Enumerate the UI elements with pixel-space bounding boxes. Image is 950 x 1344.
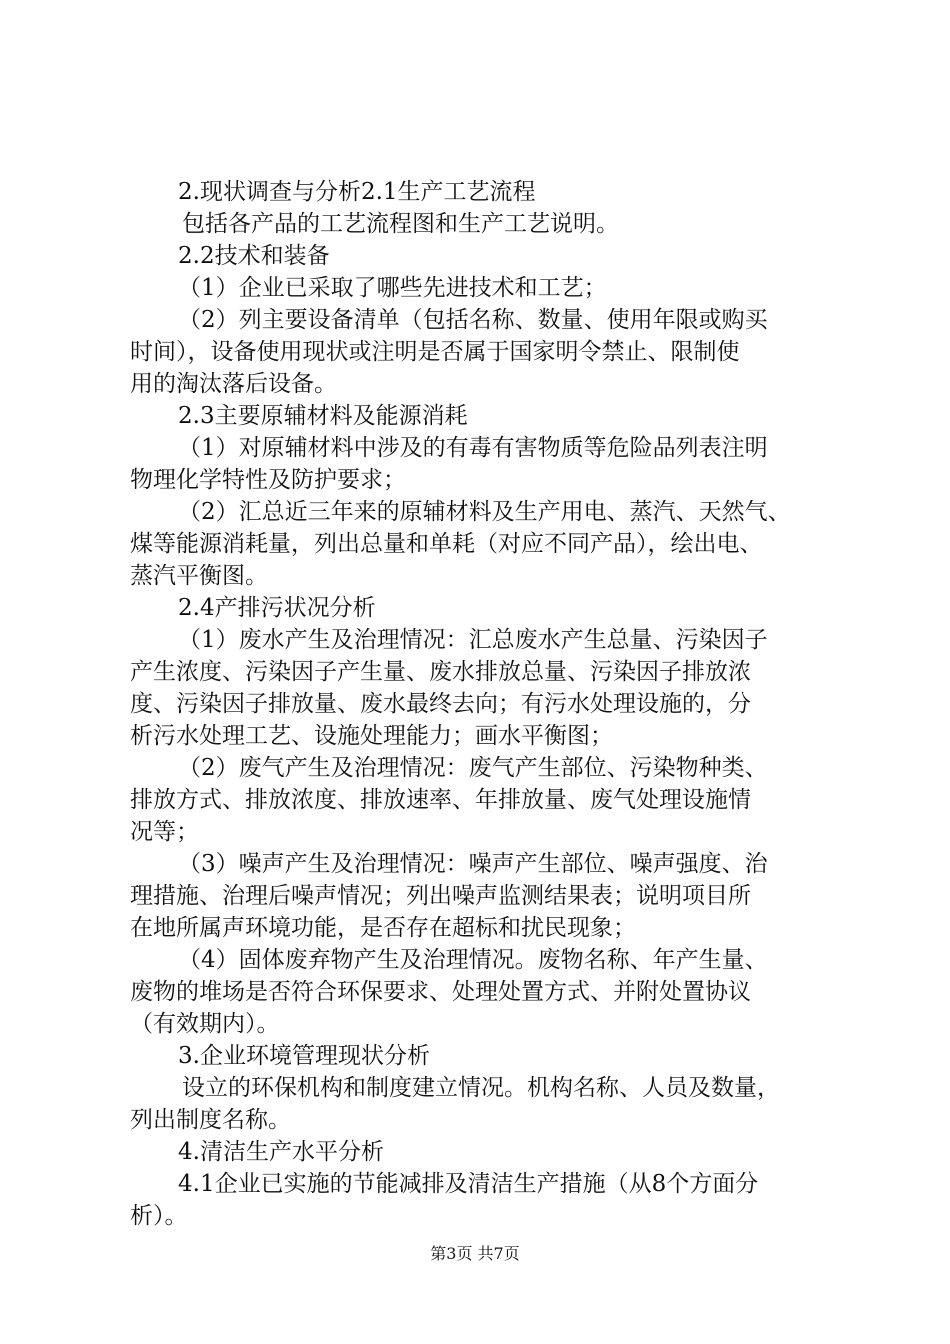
heading-section-3: 3.企业环境管理现状分析 [178, 1043, 430, 1069]
paragraph-line: 时间），设备使用现状或注明是否属于国家明令禁止、限制使 [130, 339, 740, 365]
paragraph-line: 析污水处理工艺、设施处理能力；画水平衡图； [130, 723, 613, 749]
heading-section-2: 2.现状调查与分析2.1生产工艺流程 [178, 179, 536, 205]
heading-2-2: 2.2技术和装备 [178, 243, 330, 269]
paragraph-line: 煤等能源消耗量，列出总量和单耗（对应不同产品），绘出电、 [130, 531, 763, 557]
paragraph-line: （1）对原辅材料中涉及的有毒有害物质等危险品列表注明 [178, 435, 768, 461]
heading-2-4: 2.4产排污状况分析 [178, 595, 376, 621]
paragraph-line: （2）废气产生及治理情况：废气产生部位、污染物种类、 [178, 755, 768, 781]
paragraph-line: 况等； [130, 819, 199, 845]
paragraph-line: 用的淘汰落后设备。 [130, 371, 337, 397]
paragraph-line: 析）。 [130, 1203, 188, 1229]
paragraph-line: 列出制度名称。 [130, 1107, 291, 1133]
paragraph-line: 产生浓度、污染因子产生量、废水排放总量、污染因子排放浓 [130, 659, 751, 685]
document-body [130, 176, 830, 1232]
paragraph-line: 排放方式、排放浓度、排放速率、年排放量、废气处理设施情 [130, 787, 751, 813]
paragraph-line: （3）噪声产生及治理情况：噪声产生部位、噪声强度、治 [178, 851, 768, 877]
heading-2-3: 2.3主要原辅材料及能源消耗 [178, 403, 468, 429]
paragraph-line: （1）废水产生及治理情况：汇总废水产生总量、污染因子 [178, 627, 768, 653]
paragraph-line: 在地所属声环境功能，是否存在超标和扰民现象； [130, 915, 636, 941]
paragraph-line: 物理化学特性及防护要求； [130, 467, 406, 493]
paragraph-line: 包括各产品的工艺流程图和生产工艺说明。 [182, 211, 619, 237]
paragraph-line: （2）列主要设备清单（包括名称、数量、使用年限或购买 [178, 307, 768, 333]
page-number-footer: 第3页 共7页 [430, 1244, 520, 1263]
paragraph-line: 蒸汽平衡图。 [130, 563, 268, 589]
paragraph-line: （1）企业已采取了哪些先进技术和工艺； [178, 275, 607, 301]
paragraph-line: （有效期内）。 [130, 1011, 280, 1037]
paragraph-line: （4）固体废弃物产生及治理情况。废物名称、年产生量、 [178, 947, 768, 973]
paragraph-line: 度、污染因子排放量、废水最终去向；有污水处理设施的，分 [130, 691, 751, 717]
paragraph-line: （2）汇总近三年来的原辅材料及生产用电、蒸汽、天然气、 [178, 499, 791, 525]
heading-section-4: 4.清洁生产水平分析 [178, 1139, 384, 1165]
paragraph-line: 废物的堆场是否符合环保要求、处理处置方式、并附处置协议 [130, 979, 751, 1005]
paragraph-line: 理措施、治理后噪声情况；列出噪声监测结果表；说明项目所 [130, 883, 751, 909]
paragraph-line: 设立的环保机构和制度建立情况。机构名称、人员及数量， [182, 1075, 780, 1101]
paragraph-line: 4.1企业已实施的节能减排及清洁生产措施（从8个方面分 [178, 1171, 759, 1197]
